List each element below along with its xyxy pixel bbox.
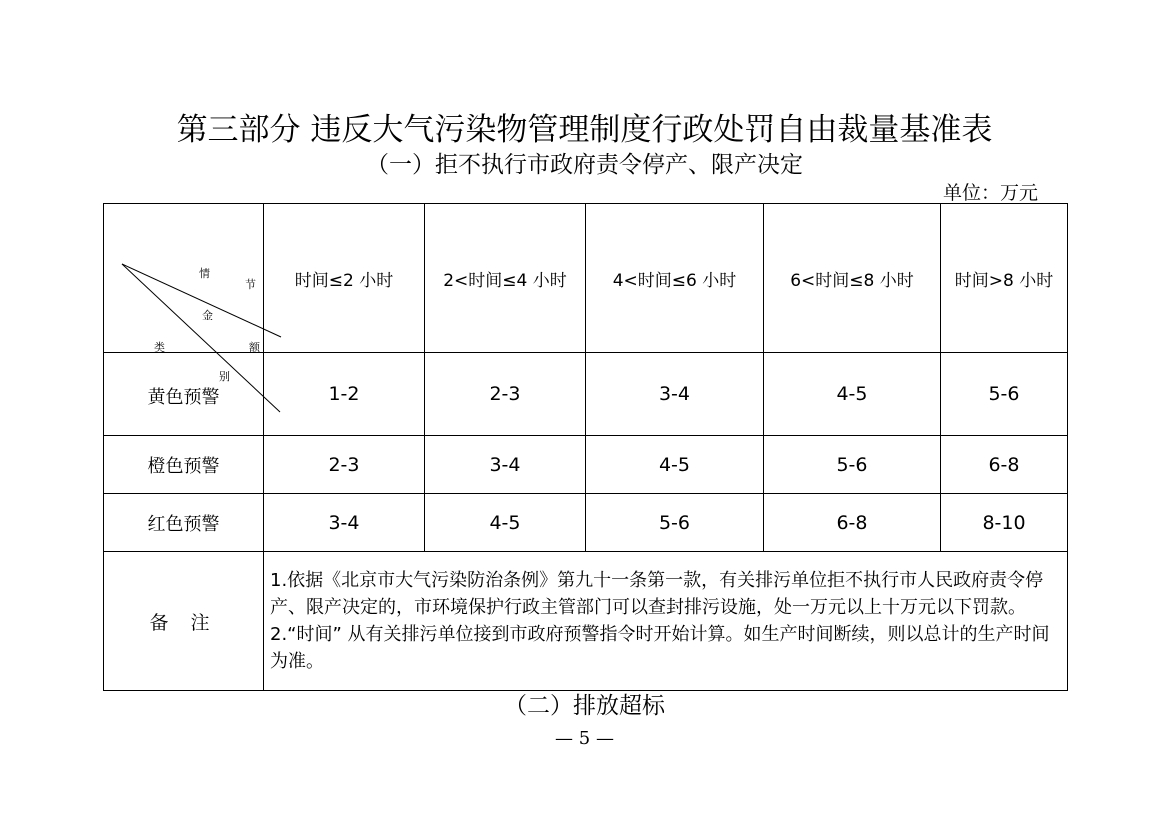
table-cell: 5-6 bbox=[586, 494, 764, 552]
table-cell: 3-4 bbox=[425, 436, 586, 494]
column-header: 6<时间≤8 小时 bbox=[764, 204, 941, 353]
diagonal-label-jin: 金 bbox=[202, 309, 213, 322]
column-header: 时间≤2 小时 bbox=[264, 204, 425, 353]
table-cell: 8-10 bbox=[941, 494, 1068, 552]
column-header: 2<时间≤4 小时 bbox=[425, 204, 586, 353]
diagonal-label-jie: 节 bbox=[245, 278, 256, 291]
table-cell: 1-2 bbox=[264, 353, 425, 436]
table-cell: 4-5 bbox=[764, 353, 941, 436]
table-cell: 4-5 bbox=[425, 494, 586, 552]
table-cell: 5-6 bbox=[941, 353, 1068, 436]
row-label: 红色预警 bbox=[104, 494, 264, 552]
row-label: 黄色预警 bbox=[104, 353, 264, 436]
diagonal-header-cell bbox=[104, 204, 264, 383]
table-header-row bbox=[104, 204, 1068, 353]
table-cell: 4-5 bbox=[586, 436, 764, 494]
table-cell: 6-8 bbox=[941, 436, 1068, 494]
table-cell: 6-8 bbox=[764, 494, 941, 552]
diagonal-label-qing: 情 bbox=[199, 267, 210, 280]
notes-text bbox=[264, 552, 1068, 691]
penalty-table bbox=[103, 203, 1068, 691]
column-header: 时间>8 小时 bbox=[941, 204, 1068, 353]
table-row bbox=[104, 353, 1068, 436]
table-cell: 3-4 bbox=[264, 494, 425, 552]
table-cell: 5-6 bbox=[764, 436, 941, 494]
next-section-heading: （二）排放超标 bbox=[504, 693, 665, 719]
diagonal-label-lei: 类 bbox=[154, 341, 165, 354]
table-cell: 2-3 bbox=[425, 353, 586, 436]
page-title: 第三部分 违反大气污染物管理制度行政处罚自由裁量基准表 bbox=[176, 112, 993, 148]
diagonal-label-e: 额 bbox=[249, 341, 260, 354]
diagonal-lines bbox=[104, 204, 264, 353]
table-row bbox=[104, 494, 1068, 552]
notes-row bbox=[104, 552, 1068, 691]
column-header: 4<时间≤6 小时 bbox=[586, 204, 764, 353]
diagonal-label-bie: 别 bbox=[219, 370, 230, 383]
table-cell: 3-4 bbox=[586, 353, 764, 436]
page-number: — 5 — bbox=[555, 728, 614, 749]
section-subtitle: （一）拒不执行市政府责令停产、限产决定 bbox=[366, 152, 803, 178]
row-label: 橙色预警 bbox=[104, 436, 264, 494]
table-cell: 2-3 bbox=[264, 436, 425, 494]
notes-label: 备 注 bbox=[104, 552, 264, 691]
table-row bbox=[104, 436, 1068, 494]
note-item: 1.依据《北京市大气污染防治条例》第九十一条第一款，有关排污单位拒不执行市人民政府责令停产、限产决定的，市环境保护行政主管部门可以查封排污设施，处一万元以上十万元以下罚款。 bbox=[270, 570, 1044, 618]
unit-label: 单位：万元 bbox=[942, 182, 1038, 204]
note-item: 2.“时间” 从有关排污单位接到市政府预警指令时开始计算。如生产时间断续，则以总计的生产时间为准。 bbox=[270, 624, 1050, 672]
